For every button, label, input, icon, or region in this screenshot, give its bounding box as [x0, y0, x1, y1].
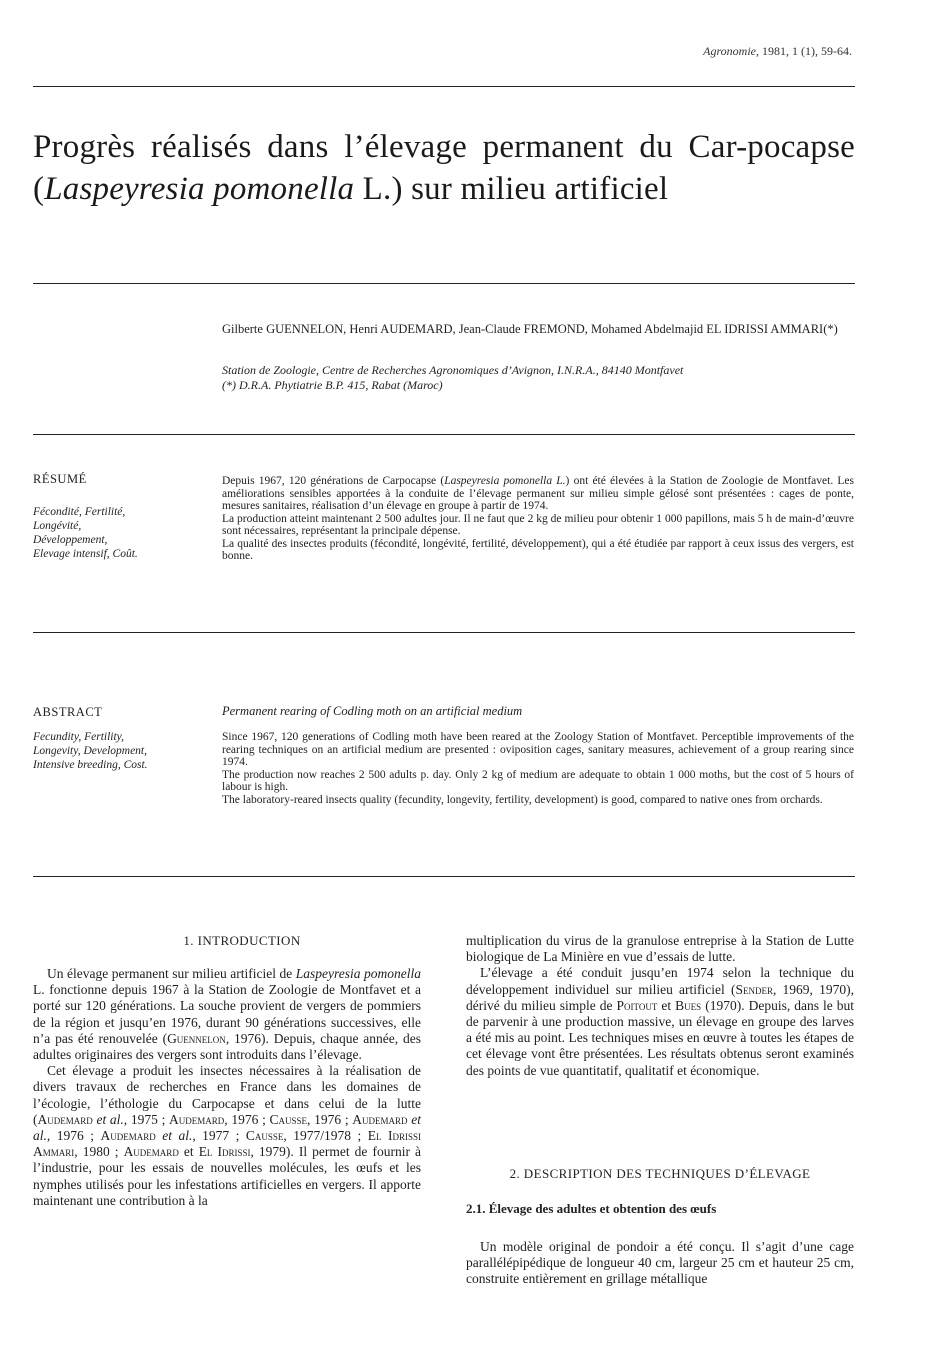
body-column-right [466, 933, 854, 1079]
authors-rule [33, 434, 855, 435]
article-title: Progrès réalisés dans l’élevage permanent du Car-pocapse (Laspeyresia pomonella L.) sur milieu artificiel [33, 129, 855, 207]
title-species: Laspeyresia pomonella [44, 171, 355, 207]
abstract-paragraph: Since 1967, 120 generations of Codling moth have been reared at the Zoology Station of Montfavet. Perceptible improvements of the rearing techniques on an artificial medium are presented : oviposition cages, sanitary measures, achievement of a group rearing since 1974. [222, 731, 854, 768]
abstract-keywords: Fecundity, Fertility, Longevity, Development, Intensive breeding, Cost. [33, 731, 148, 771]
abstract-label: ABSTRACT [33, 705, 103, 719]
col2-paragraph-3: Un modèle original de pondoir a été conçu. Il s’agit d’une cage parallélépipédique de longueur 40 cm, largeur 25 cm et hauteur 25 cm, construite entièrement en grillage métallique [466, 1239, 854, 1287]
resume-paragraph: La production atteint maintenant 2 500 adultes jour. Il ne faut que 2 kg de milieu pour obtenir 1 000 papillons, mais 5 h de main-d’œuvre sont nécessaires, représentant la principale dépense. [222, 512, 854, 537]
col2-paragraph-2: L’élevage a été conduit jusqu’en 1974 selon la technique du développement individuel sur milieu artificiel (Sender, 1969, 1970), dérivé du milieu simple de Poitout et Bues (1970). Depuis, dans le but de parvenir à une production massive, un élevage en groupe des larves a été mis au point. Les techniques mises en œuvre à toutes les étapes de cet élevage vont être présentées. Les résultats obtenus seront examinés des points de vue quantitatif, qualitatif et économique. [466, 965, 854, 1078]
journal-citation: Agronomie, 1981, 1 (1), 59-64. [703, 44, 852, 58]
affiliations [222, 363, 854, 393]
abstract-body [222, 731, 854, 806]
resume-rule [33, 632, 855, 633]
abstract-paragraph: The production now reaches 2 500 adults p. day. Only 2 kg of medium are adequate to obtain 1 000 moths, but the cost of 5 hours of labour is high. [222, 768, 854, 793]
abstract-rule [33, 876, 855, 877]
body-column-right-lower [466, 1239, 854, 1288]
section-heading-introduction: 1. INTRODUCTION [183, 933, 301, 948]
abstract-title: Permanent rearing of Codling moth on an artificial medium [222, 704, 523, 718]
subsection-heading-adults: 2.1. Élevage des adultes et obtention des œufs [466, 1201, 717, 1216]
body-column-left [33, 966, 421, 1209]
resume-paragraph: Depuis 1967, 120 générations de Carpocapse (Laspeyresia pomonella L.) ont été élevées à la Station de Zoologie de Montfavet. Les améliorations sensibles apportées à la conduite de l’élevage permanent sur milieu simple gélosé sont présentées : cages de ponte, mesures sanitaires, réalisation d’un élevage en groupe à partir de 1974. [222, 475, 854, 512]
affiliation-2: (*) D.R.A. Phytiatrie B.P. 415, Rabat (Maroc) [222, 378, 443, 392]
title-rule [33, 283, 855, 284]
header-rule [33, 86, 855, 87]
resume-label: RÉSUMÉ [33, 472, 87, 486]
abstract-paragraph: The laboratory-reared insects quality (fecundity, longevity, fertility, development) is good, compared to native ones from orchards. [222, 793, 823, 806]
resume-keywords: Fécondité, Fertilité, Longévité, Développement, Elevage intensif, Coût. [33, 506, 138, 560]
author-list: Gilberte GUENNELON, Henri AUDEMARD, Jean-Claude FREMOND, Mohamed Abdelmajid EL IDRISSI AMMARI(*) [222, 322, 838, 336]
col2-paragraph-1: multiplication du virus de la granulose entreprise à la Station de Lutte biologique de La Minière en vue d’essais de lutte. [466, 933, 854, 965]
intro-paragraph-1: Un élevage permanent sur milieu artificiel de Laspeyresia pomonella L. fonctionne depuis 1967 à la Station de Zoologie de Montfavet et a porté sur 120 générations. La souche provient de vergers de pommiers de la région et jusqu’en 1976, durant 90 générations successives, elle n’a pas été renouvelée (Guennelon, 1976). Depuis, chaque année, des adultes originaires des vergers sont introduits dans l’élevage. [33, 966, 421, 1063]
section-heading-techniques: 2. DESCRIPTION DES TECHNIQUES D’ÉLEVAGE [509, 1166, 811, 1181]
affiliation-1: Station de Zoologie, Centre de Recherches Agronomiques d’Avignon, I.N.R.A., 84140 Montfavet [222, 363, 684, 377]
intro-paragraph-2: Cet élevage a produit les insectes nécessaires à la réalisation de divers travaux de recherches en France dans les domaines de l’écologie, l’éthologie du Carpocapse et dans celui de la lutte (Audemard et al., 1975 ; Audemard, 1976 ; Causse, 1976 ; Audemard et al., 1976 ; Audemard et al., 1977 ; Causse, 1977/1978 ; El Idrissi Ammari, 1980 ; Audemard et El Idrissi, 1979). Il permet de fournir à l’industrie, pour les essais de nouvelles molécules, les œufs et les nymphes utilisés pour les infestations artificielles en vergers. Il apporte maintenant une contribution à la [33, 1063, 422, 1208]
resume-paragraph: La qualité des insectes produits (fécondité, longévité, fertilité, développement), qui a été étudiée par rapport à ceux issus des vergers, est bonne. [222, 537, 854, 562]
resume-body [222, 475, 854, 563]
